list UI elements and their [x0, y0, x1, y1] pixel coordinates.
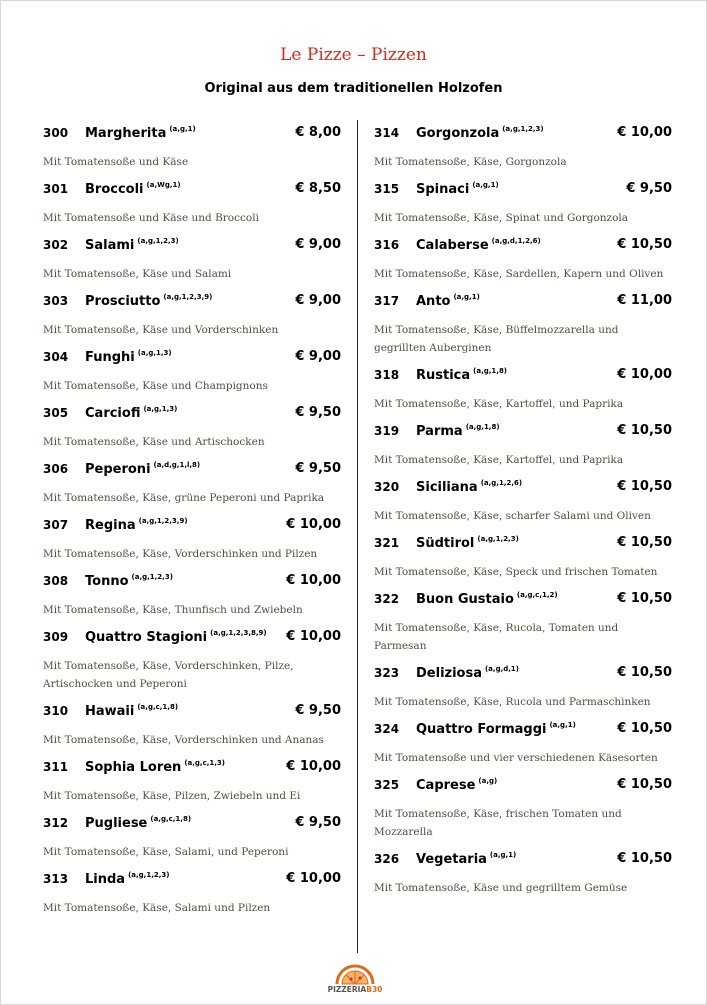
item-name-text: Gorgonzola: [416, 126, 500, 141]
item-number: 309: [43, 630, 69, 644]
item-name-text: Buon Gustaio: [416, 592, 514, 607]
item-number: 321: [374, 536, 400, 550]
item-name: [85, 293, 212, 309]
item-price: € 9,00: [295, 293, 341, 308]
item-price: € 10,00: [286, 573, 341, 588]
item-number: 326: [374, 852, 400, 866]
item-number: 325: [374, 778, 400, 792]
item-allergens: (a,g,1,2,3,9): [163, 293, 213, 301]
item-description: Mit Tomatensoße, Käse, Sardellen, Kapern und Oliven: [374, 268, 664, 280]
menu-item: [43, 232, 341, 288]
menu-item-header: [43, 120, 341, 148]
item-allergens: (a,g,1,3): [137, 349, 172, 357]
pizzeria-logo: [323, 960, 387, 998]
item-allergens: (a,g,d,1): [484, 665, 519, 673]
menu-item-header: [43, 232, 341, 260]
item-price: € 9,50: [626, 181, 672, 196]
menu-item: [43, 456, 341, 512]
item-allergens: (a,g,1,2,3): [128, 871, 170, 879]
item-price: € 10,50: [617, 479, 672, 494]
menu-item: [43, 754, 341, 810]
menu-item-header: [374, 716, 672, 744]
page-title: Le Pizze – Pizzen: [280, 45, 427, 65]
item-name: [416, 423, 500, 439]
menu-item: [374, 716, 672, 772]
item-allergens: (a,g,1,8): [473, 367, 508, 375]
menu-column-right: [374, 120, 672, 902]
item-description: Mit Tomatensoße, Käse, frischen Tomaten und Mozzarella: [374, 808, 622, 838]
item-name-text: Südtirol: [416, 536, 475, 551]
item-name: [416, 777, 497, 793]
item-number: 300: [43, 126, 69, 140]
item-name: [416, 237, 541, 253]
item-allergens: (a,g,c,1,3): [184, 759, 225, 767]
item-number: 307: [43, 518, 69, 532]
menu-item-header: [374, 176, 672, 204]
item-name-text: Funghi: [85, 350, 135, 365]
item-price: € 10,00: [286, 871, 341, 886]
item-name-text: Caprese: [416, 778, 476, 793]
item-price: € 9,50: [295, 405, 341, 420]
item-number: 316: [374, 238, 400, 252]
menu-item: [43, 512, 341, 568]
item-name-text: Margherita: [85, 126, 167, 141]
menu-item-header: [43, 568, 341, 596]
item-name-text: Anto: [416, 294, 451, 309]
menu-item-header: [43, 176, 341, 204]
item-name: [85, 759, 225, 775]
item-description: Mit Tomatensoße und vier verschiedenen Käsesorten: [374, 752, 658, 764]
menu-item-header: [374, 418, 672, 446]
item-allergens: (a,g,1,2,3,8,9): [210, 629, 267, 637]
item-allergens: (a,g,c,1,8): [137, 703, 179, 711]
menu-item-header: [374, 660, 672, 688]
item-allergens: (a,g,c,1,2): [516, 591, 558, 599]
menu-item: [43, 866, 341, 922]
item-name: [416, 293, 480, 309]
item-price: € 10,50: [617, 535, 672, 550]
item-name: [416, 535, 519, 551]
item-number: 302: [43, 238, 69, 252]
menu-item-header: [43, 288, 341, 316]
item-allergens: (a,Wg,1): [146, 181, 181, 189]
item-description: Mit Tomatensoße, Käse und Artischocken: [43, 436, 265, 448]
menu-item-header: [43, 698, 341, 726]
item-name: [416, 125, 544, 141]
item-allergens: (a,g,1,8): [465, 423, 500, 431]
menu-item: [43, 344, 341, 400]
menu-item: [43, 400, 341, 456]
menu-item: [43, 698, 341, 754]
item-price: € 10,50: [617, 721, 672, 736]
item-name: [416, 665, 519, 681]
pizza-slice-icon: [323, 960, 387, 986]
item-price: € 10,00: [617, 367, 672, 382]
menu-item: [374, 120, 672, 176]
item-number: 303: [43, 294, 69, 308]
item-description: Mit Tomatensoße, Käse, Kartoffel, und Paprika: [374, 454, 624, 466]
item-name: [416, 721, 576, 737]
item-name-text: Sophia Loren: [85, 760, 182, 775]
menu-item: [374, 418, 672, 474]
item-name-text: Salami: [85, 238, 135, 253]
item-name: [416, 851, 516, 867]
item-allergens: (a,g,1,3): [143, 405, 178, 413]
item-price: € 8,00: [295, 125, 341, 140]
item-description: Mit Tomatensoße, Käse, Salami, und Peperoni: [43, 846, 289, 858]
menu-item: [43, 810, 341, 866]
menu-item: [374, 176, 672, 232]
logo-text: [323, 985, 387, 994]
item-description: Mit Tomatensoße, Käse, Spinat und Gorgonzola: [374, 212, 629, 224]
item-number: 318: [374, 368, 400, 382]
item-allergens: (a,g,1): [489, 851, 517, 859]
item-name: [85, 181, 181, 197]
item-number: 308: [43, 574, 69, 588]
logo-text-b30: B30: [366, 985, 383, 994]
menu-item-header: [374, 772, 672, 800]
item-name-text: Tonno: [85, 574, 129, 589]
item-name: [416, 181, 499, 197]
item-name-text: Calaberse: [416, 238, 489, 253]
column-divider: [357, 120, 358, 953]
item-allergens: (a,d,g,1,l,8): [153, 461, 201, 469]
item-allergens: (a,g,1): [169, 125, 196, 133]
item-description: Mit Tomatensoße, Käse, Rucola, Tomaten und Parmesan: [374, 622, 619, 652]
item-description: Mit Tomatensoße, Käse, Pilzen, Zwiebeln und Ei: [43, 790, 301, 802]
item-allergens: (a,g,d,1,2,6): [491, 237, 541, 245]
item-price: € 10,50: [617, 777, 672, 792]
item-number: 305: [43, 406, 69, 420]
item-name-text: Broccoli: [85, 182, 144, 197]
menu-item-header: [374, 362, 672, 390]
item-price: € 10,00: [286, 629, 341, 644]
item-description: Mit Tomatensoße, Käse, Kartoffel, und Paprika: [374, 398, 624, 410]
menu-item-header: [43, 456, 341, 484]
menu-item: [374, 660, 672, 716]
item-description: Mit Tomatensoße, Käse, scharfer Salami und Oliven: [374, 510, 651, 522]
item-name: [85, 871, 169, 887]
item-number: 304: [43, 350, 69, 364]
menu-item-header: [43, 810, 341, 838]
item-price: € 10,00: [617, 125, 672, 140]
item-price: € 10,00: [286, 517, 341, 532]
item-number: 306: [43, 462, 69, 476]
item-number: 322: [374, 592, 400, 606]
menu-item: [374, 846, 672, 902]
item-number: 312: [43, 816, 69, 830]
menu-item: [43, 568, 341, 624]
item-price: € 9,50: [295, 815, 341, 830]
item-name-text: Spinaci: [416, 182, 470, 197]
item-allergens: (a,g,1): [472, 181, 499, 189]
menu-item: [43, 624, 341, 698]
logo-text-pizzeria: PIZZERIA: [327, 985, 367, 994]
item-allergens: (a,g,1,2,3): [502, 125, 544, 133]
item-name-text: Regina: [85, 518, 136, 533]
item-number: 317: [374, 294, 400, 308]
item-name: [416, 479, 522, 495]
item-name: [416, 367, 507, 383]
item-description: Mit Tomatensoße, Käse, Vorderschinken und Ananas: [43, 734, 324, 746]
item-price: € 9,50: [295, 703, 341, 718]
item-name: [85, 573, 173, 589]
item-number: 315: [374, 182, 400, 196]
menu-item-header: [374, 530, 672, 558]
item-number: 313: [43, 872, 69, 886]
item-allergens: (a,g): [478, 777, 498, 785]
menu-item-header: [374, 120, 672, 148]
menu-item: [374, 288, 672, 362]
item-name: [416, 591, 558, 607]
menu-item: [374, 362, 672, 418]
item-name-text: Prosciutto: [85, 294, 161, 309]
menu-item: [43, 120, 341, 176]
item-name-text: Pugliese: [85, 816, 148, 831]
item-description: Mit Tomatensoße, Käse und Vorderschinken: [43, 324, 279, 336]
menu-item-header: [43, 400, 341, 428]
menu-item-header: [374, 586, 672, 614]
item-price: € 9,00: [295, 349, 341, 364]
item-description: Mit Tomatensoße, Käse, Thunfisch und Zwiebeln: [43, 604, 303, 616]
menu-item-header: [374, 288, 672, 316]
item-number: 310: [43, 704, 69, 718]
item-allergens: (a,g,1): [549, 721, 576, 729]
item-description: Mit Tomatensoße, Käse und gegrilltem Gemüse: [374, 882, 628, 894]
item-allergens: (a,g,1): [453, 293, 480, 301]
item-description: Mit Tomatensoße, Käse, Vorderschinken, Pilze, Artischocken und Peperoni: [43, 660, 294, 690]
item-description: Mit Tomatensoße, Käse und Salami: [43, 268, 232, 280]
item-name-text: Siciliana: [416, 480, 478, 495]
menu-item-header: [374, 474, 672, 502]
menu-item-header: [43, 512, 341, 540]
menu-item: [43, 288, 341, 344]
menu-column-left: [43, 120, 341, 922]
item-name-text: Linda: [85, 872, 126, 887]
menu-item: [374, 530, 672, 586]
item-allergens: (a,g,c,1,8): [150, 815, 192, 823]
item-name-text: Vegetaria: [416, 852, 487, 867]
menu-item-header: [374, 232, 672, 260]
item-name: [85, 815, 191, 831]
item-name-text: Carciofi: [85, 406, 141, 421]
item-description: Mit Tomatensoße, Käse, Vorderschinken und Pilzen: [43, 548, 318, 560]
item-name: [85, 703, 178, 719]
item-price: € 10,50: [617, 591, 672, 606]
item-allergens: (a,g,1,2,3,9): [138, 517, 188, 525]
item-name-text: Quattro Formaggi: [416, 722, 547, 737]
item-allergens: (a,g,1,2,3): [131, 573, 173, 581]
item-description: Mit Tomatensoße und Käse und Broccoli: [43, 212, 259, 224]
menu-item-header: [43, 754, 341, 782]
item-name: [85, 461, 200, 477]
item-name: [85, 349, 172, 365]
item-description: Mit Tomatensoße, Käse, grüne Peperoni und Paprika: [43, 492, 325, 504]
item-number: 319: [374, 424, 400, 438]
item-description: Mit Tomatensoße, Käse, Rucola und Parmaschinken: [374, 696, 651, 708]
item-name: [85, 125, 196, 141]
item-description: Mit Tomatensoße, Käse, Speck und frischen Tomaten: [374, 566, 658, 578]
item-number: 301: [43, 182, 69, 196]
item-number: 323: [374, 666, 400, 680]
item-name: [85, 517, 188, 533]
item-number: 324: [374, 722, 400, 736]
menu-item: [374, 586, 672, 660]
item-name-text: Deliziosa: [416, 666, 482, 681]
menu-item-header: [43, 624, 341, 652]
item-name-text: Rustica: [416, 368, 471, 383]
item-description: Mit Tomatensoße und Käse: [43, 156, 189, 168]
item-name: [85, 237, 179, 253]
item-description: Mit Tomatensoße, Käse, Büffelmozzarella und gegrillten Auberginen: [374, 324, 619, 354]
item-name-text: Quattro Stagioni: [85, 630, 208, 645]
item-number: 314: [374, 126, 400, 140]
menu-item-header: [43, 866, 341, 894]
item-price: € 10,00: [286, 759, 341, 774]
item-price: € 10,50: [617, 237, 672, 252]
page-subtitle: Original aus dem traditionellen Holzofen: [204, 81, 503, 96]
item-allergens: (a,g,1,2,3): [477, 535, 519, 543]
item-allergens: (a,g,1,2,6): [480, 479, 523, 487]
menu-item: [374, 474, 672, 530]
menu-item: [374, 232, 672, 288]
item-price: € 10,50: [617, 665, 672, 680]
item-name-text: Hawaii: [85, 704, 135, 719]
item-description: Mit Tomatensoße, Käse, Gorgonzola: [374, 156, 567, 168]
item-number: 311: [43, 760, 69, 774]
item-number: 320: [374, 480, 400, 494]
menu-item: [374, 772, 672, 846]
item-name: [85, 405, 177, 421]
item-price: € 10,50: [617, 423, 672, 438]
item-allergens: (a,g,1,2,3): [137, 237, 179, 245]
menu-item: [43, 176, 341, 232]
item-name-text: Peperoni: [85, 462, 151, 477]
menu-item-header: [374, 846, 672, 874]
item-description: Mit Tomatensoße, Käse, Salami und Pilzen: [43, 902, 271, 914]
item-description: Mit Tomatensoße, Käse und Champignons: [43, 380, 268, 392]
menu-item-header: [43, 344, 341, 372]
item-price: € 9,00: [295, 237, 341, 252]
item-price: € 10,50: [617, 851, 672, 866]
item-name: [85, 629, 267, 645]
item-price: € 11,00: [617, 293, 672, 308]
item-price: € 8,50: [295, 181, 341, 196]
item-name-text: Parma: [416, 424, 463, 439]
item-price: € 9,50: [295, 461, 341, 476]
